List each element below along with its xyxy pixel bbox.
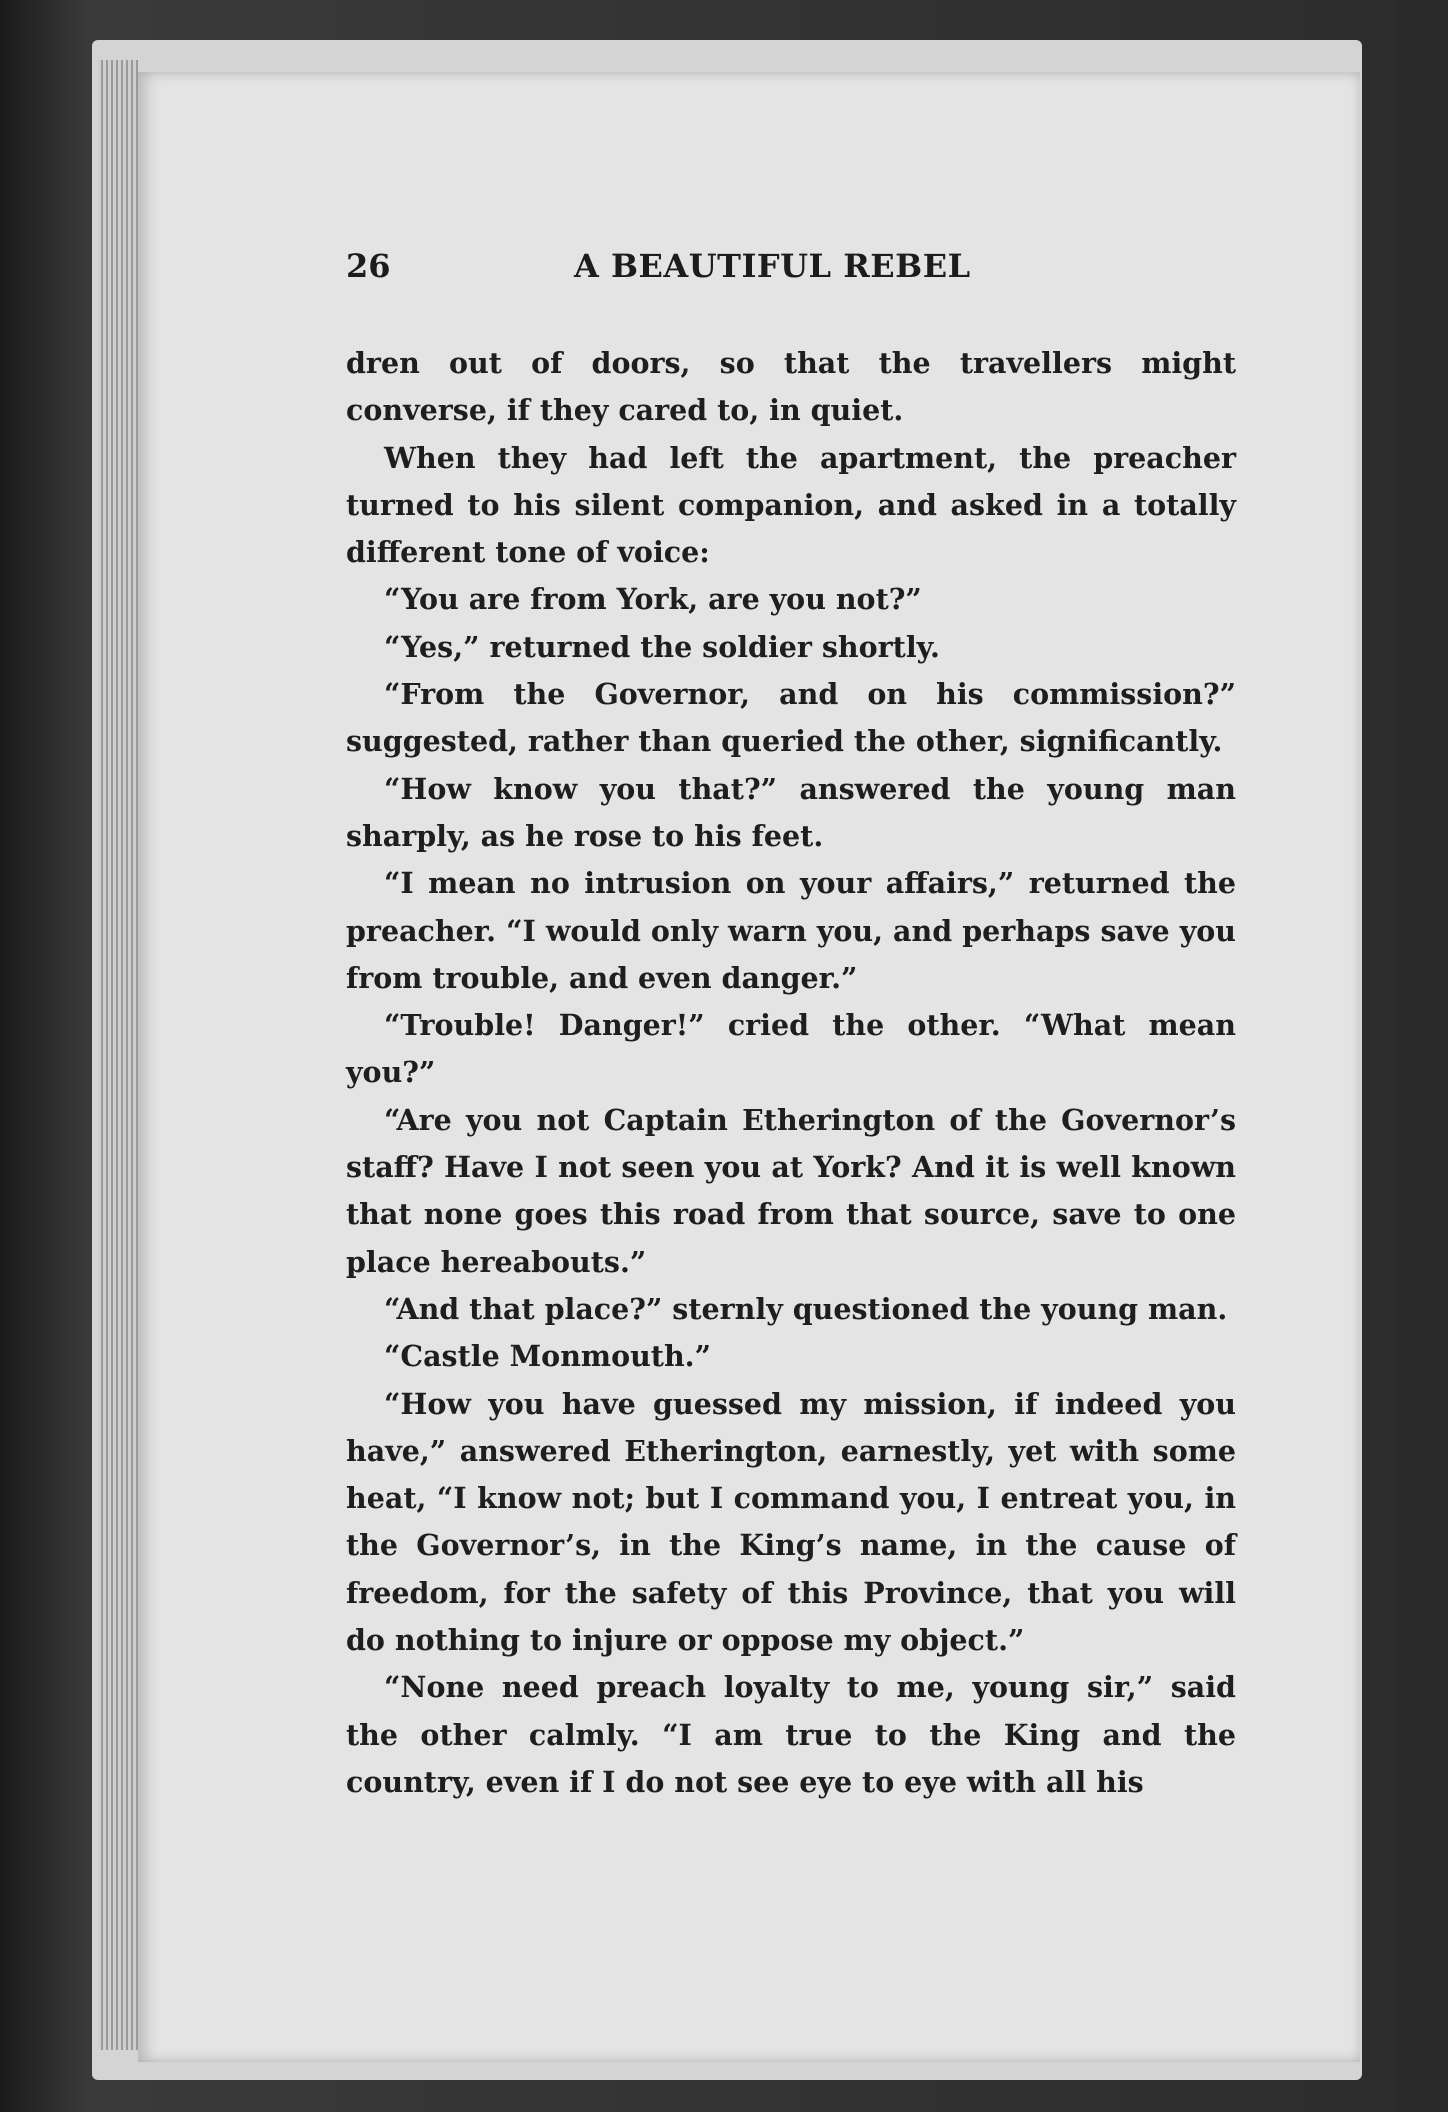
paragraph: “How you have guessed my mission, if indeed you have,” answered Etherington, earnestly, yet with some heat, “I know not; but I command you, I entreat you, in the Governor’s, in the King’s name, in the cause of freedom, for the safety of this Province, that you will do nothing to injure or oppose my object.”	[346, 1386, 1236, 1658]
paragraph: “You are from York, are you not?”	[384, 582, 922, 617]
scan-right-border	[1395, 0, 1448, 2112]
page-stack-edge	[98, 60, 138, 2050]
running-head	[346, 247, 1236, 287]
paragraph: “And that place?” sternly questioned the young man.	[384, 1291, 1228, 1326]
book-title: A BEAUTIFUL REBEL	[574, 247, 971, 285]
paragraph: “From the Governor, and on his commission?” suggested, rather than queried the other, significantly.	[346, 677, 1236, 759]
paragraph: “None need preach loyalty to me, young sir,” said the other calmly. “I am true to the King and the country, even if I do not see eye to eye with all his	[346, 1670, 1236, 1799]
paragraph: “Castle Monmouth.”	[384, 1339, 711, 1374]
paragraph: When they had left the apartment, the preacher turned to his silent companion, and asked in a totally different tone of voice:	[346, 440, 1236, 570]
paragraph: “I mean no intrusion on your affairs,” returned the preacher. “I would only warn you, and perhaps save you from trouble, and even danger.”	[346, 866, 1236, 995]
paragraph: “Are you not Captain Etherington of the Governor’s staff? Have I not seen you at York? And it is well known that none goes this road from that source, save to one place hereabouts.”	[346, 1102, 1236, 1279]
paragraph: “Trouble! Danger!” cried the other. “What mean you?”	[346, 1008, 1236, 1090]
page-number: 26	[346, 247, 391, 285]
paragraph: “How know you that?” answered the young man sharply, as he rose to his feet.	[346, 771, 1236, 853]
body-text	[346, 340, 1236, 1806]
paragraph: dren out of doors, so that the travellers might converse, if they cared to, in quiet.	[346, 346, 1236, 428]
paragraph: “Yes,” returned the soldier shortly.	[384, 629, 940, 664]
